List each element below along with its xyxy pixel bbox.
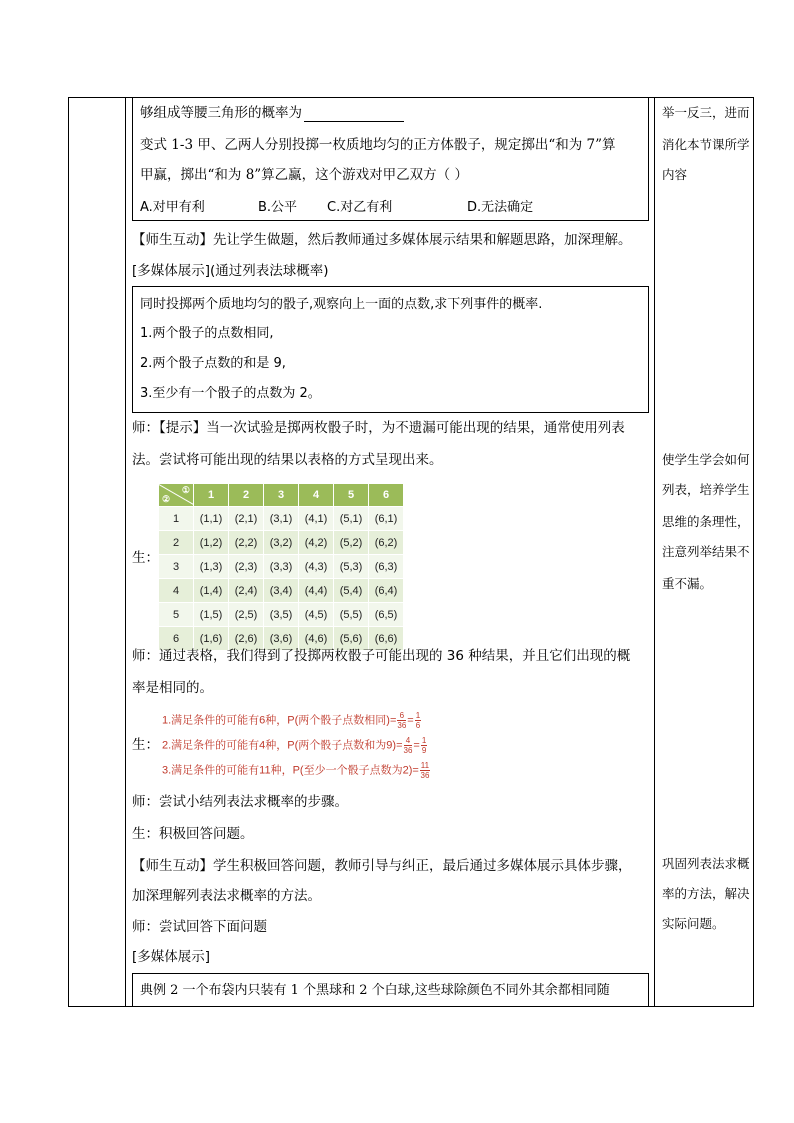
- answer-2-text: 2.满足条件的可能有4种，P(两个骰子点数和为9)=: [162, 739, 403, 752]
- teacher-hint-line-2: 法。尝试将可能出现的结果以表格的方式呈现出来。: [132, 452, 443, 468]
- option-c: C.对乙有利: [327, 200, 393, 215]
- side-note-1-line: 内容: [662, 167, 688, 182]
- numerator: 11: [420, 761, 430, 770]
- header-cell: 5: [334, 484, 369, 507]
- problem-item-1: 1.两个骰子的点数相同,: [140, 326, 274, 341]
- header-cell: 3: [264, 484, 299, 507]
- problem-item-3: 3.至少有一个骰子的点数为 2。: [140, 386, 321, 401]
- table-cell: (4,5): [299, 603, 334, 627]
- row-label: 3: [159, 555, 194, 579]
- numerator: 6: [397, 711, 406, 721]
- interaction-text-2a: 【师生互动】学生积极回答问题，教师引导与纠正，最后通过多媒体展示具体步骤，: [132, 858, 632, 874]
- teacher-table-line-1: 师：通过表格，我们得到了投掷两枚骰子可能出现的 36 种结果，并且它们出现的概: [132, 648, 631, 664]
- interaction-text-2b: 加深理解列表法求概率的方法。: [132, 888, 321, 904]
- table-cell: (1,3): [194, 555, 229, 579]
- side-note-3-line: 率的方法，解决: [662, 886, 750, 901]
- side-note-2-line: 列表，培养学生: [662, 482, 750, 497]
- fraction: [397, 711, 406, 730]
- table-cell: (5,1): [334, 507, 369, 531]
- answer-3-text: 3.满足条件的可能有11种，P(至少一个骰子点数为2)=: [162, 764, 419, 777]
- numerator: 1: [421, 736, 427, 745]
- table-cell: (4,3): [299, 555, 334, 579]
- table-cell: (3,4): [264, 579, 299, 603]
- side-note-2-line: 思维的条理性，: [662, 514, 750, 529]
- table-cell: (1,4): [194, 579, 229, 603]
- denominator: 36: [403, 746, 413, 755]
- table-cell: (4,6): [299, 627, 334, 651]
- table-cell: (6,3): [369, 555, 404, 579]
- table-cell: (1,1): [194, 507, 229, 531]
- answer-3: [162, 761, 431, 780]
- option-b: B.公平: [258, 200, 298, 215]
- table-cell: (2,3): [229, 555, 264, 579]
- multimedia-label-2: [多媒体展示]: [132, 949, 211, 965]
- answer-blank[interactable]: [304, 107, 404, 122]
- teacher-table-line-2: 率是相同的。: [132, 680, 213, 696]
- student-answer: 生：积极回答问题。: [132, 826, 254, 842]
- table-cell: (5,2): [334, 531, 369, 555]
- column-divider-right: [654, 97, 655, 1007]
- side-note-1-line: 消化本节课所学: [662, 137, 750, 152]
- table-cell: (2,5): [229, 603, 264, 627]
- table-cell: (5,3): [334, 555, 369, 579]
- table-cell: (4,1): [299, 507, 334, 531]
- table-cell: (5,6): [334, 627, 369, 651]
- table-cell: (2,1): [229, 507, 264, 531]
- corner-label-top: ①: [181, 485, 190, 495]
- table-cell: (2,2): [229, 531, 264, 555]
- table-cell: (6,6): [369, 627, 404, 651]
- header-cell: 4: [299, 484, 334, 507]
- table-cell: (5,5): [334, 603, 369, 627]
- numerator: 4: [404, 736, 413, 746]
- corner-label-bottom: ②: [162, 494, 171, 504]
- option-d: D.无法确定: [467, 200, 534, 215]
- side-note-2-line: 注意列举结果不: [662, 544, 750, 559]
- table-cell: (6,2): [369, 531, 404, 555]
- header-cell: 1: [194, 484, 229, 507]
- exercise-line-2: 变式 1-3 甲、乙两人分别投掷一枚质地均匀的正方体骰子，规定掷出“和为 7”算: [140, 137, 616, 153]
- table-cell: (2,6): [229, 627, 264, 651]
- row-label: 5: [159, 603, 194, 627]
- denominator: 9: [421, 746, 427, 755]
- table-cell: (5,4): [334, 579, 369, 603]
- side-note-2-line: 使学生学会如何: [662, 452, 750, 467]
- fraction: [420, 761, 430, 780]
- table-cell: (6,5): [369, 603, 404, 627]
- exercise-line-3: 甲赢，掷出“和为 8”算乙赢，这个游戏对甲乙双方（ ）: [140, 167, 468, 183]
- side-note-3-line: 巩固列表法求概: [662, 856, 750, 871]
- column-divider-left: [125, 97, 126, 1007]
- answer-1: 1.满足条件的可能有6种，P(两个骰子点数相同)= $\frac{6}{36}$ = $\frac{1}{6}$: [162, 711, 421, 730]
- answer-2: 2.满足条件的可能有4种，P(两个骰子点数和为9)= $\frac{4}{36}$ = $\frac{1}{9}$: [162, 736, 427, 755]
- table-header-row: [159, 484, 404, 507]
- table-row: [159, 579, 404, 603]
- exercise-line-1: 够组成等腰三角形的概率为: [140, 104, 404, 122]
- denominator: 36: [397, 721, 407, 730]
- table-cell: (6,1): [369, 507, 404, 531]
- table-cell: (2,4): [229, 579, 264, 603]
- table-cell: (1,6): [194, 627, 229, 651]
- header-cell: 6: [369, 484, 404, 507]
- denominator: 6: [415, 721, 421, 730]
- multimedia-label-1: [多媒体展示](通过列表法球概率): [132, 263, 329, 279]
- table-cell: (1,5): [194, 603, 229, 627]
- table-cell: (1,2): [194, 531, 229, 555]
- table-cell: (3,5): [264, 603, 299, 627]
- fraction: [404, 736, 413, 755]
- teacher-try: 师：尝试回答下面问题: [132, 919, 267, 935]
- dice-outcome-table: [158, 483, 404, 651]
- table-corner: [159, 484, 194, 507]
- table-row: [159, 603, 404, 627]
- denominator: 36: [420, 771, 430, 780]
- table-cell: (4,2): [299, 531, 334, 555]
- side-note-1-line: 举一反三，进而: [662, 105, 750, 120]
- side-note-3-line: 实际问题。: [662, 916, 725, 931]
- interaction-text-1: 【师生互动】先让学生做题，然后教师通过多媒体展示结果和解题思路，加深理解。: [132, 232, 632, 248]
- table-cell: (3,1): [264, 507, 299, 531]
- table-cell: (6,4): [369, 579, 404, 603]
- table-cell: (3,6): [264, 627, 299, 651]
- fraction: [421, 736, 427, 755]
- option-a: A.对甲有利: [140, 200, 205, 215]
- side-note-2-line: 重不漏。: [662, 576, 713, 591]
- table-row: [159, 507, 404, 531]
- table-cell: (3,3): [264, 555, 299, 579]
- table-row: [159, 531, 404, 555]
- row-label: 4: [159, 579, 194, 603]
- row-label: 6: [159, 627, 194, 651]
- example-2-text: 典例 2 一个布袋内只装有 1 个黑球和 2 个白球,这些球除颜色不同外其余都相同随: [140, 983, 610, 998]
- row-label: 1: [159, 507, 194, 531]
- row-label: 2: [159, 531, 194, 555]
- teacher-summary: 师：尝试小结列表法求概率的步骤。: [132, 794, 348, 810]
- table-row: [159, 555, 404, 579]
- numerator: 1: [415, 711, 421, 720]
- problem-item-2: 2.两个骰子点数的和是 9,: [140, 356, 286, 371]
- table-cell: (4,4): [299, 579, 334, 603]
- answer-1-text: 1.满足条件的可能有6种，P(两个骰子点数相同)=: [162, 714, 397, 727]
- student-label-1: 生：: [132, 550, 159, 566]
- table-cell: (3,2): [264, 531, 299, 555]
- fraction: [415, 711, 421, 730]
- student-label-2: 生：: [132, 737, 159, 753]
- problem-intro: 同时投掷两个质地均匀的骰子,观察向上一面的点数,求下列事件的概率.: [140, 297, 543, 312]
- teacher-hint-line-1: 师：【提示】当一次试验是掷两枚骰子时，为不遗漏可能出现的结果，通常使用列表: [132, 420, 625, 436]
- header-cell: 2: [229, 484, 264, 507]
